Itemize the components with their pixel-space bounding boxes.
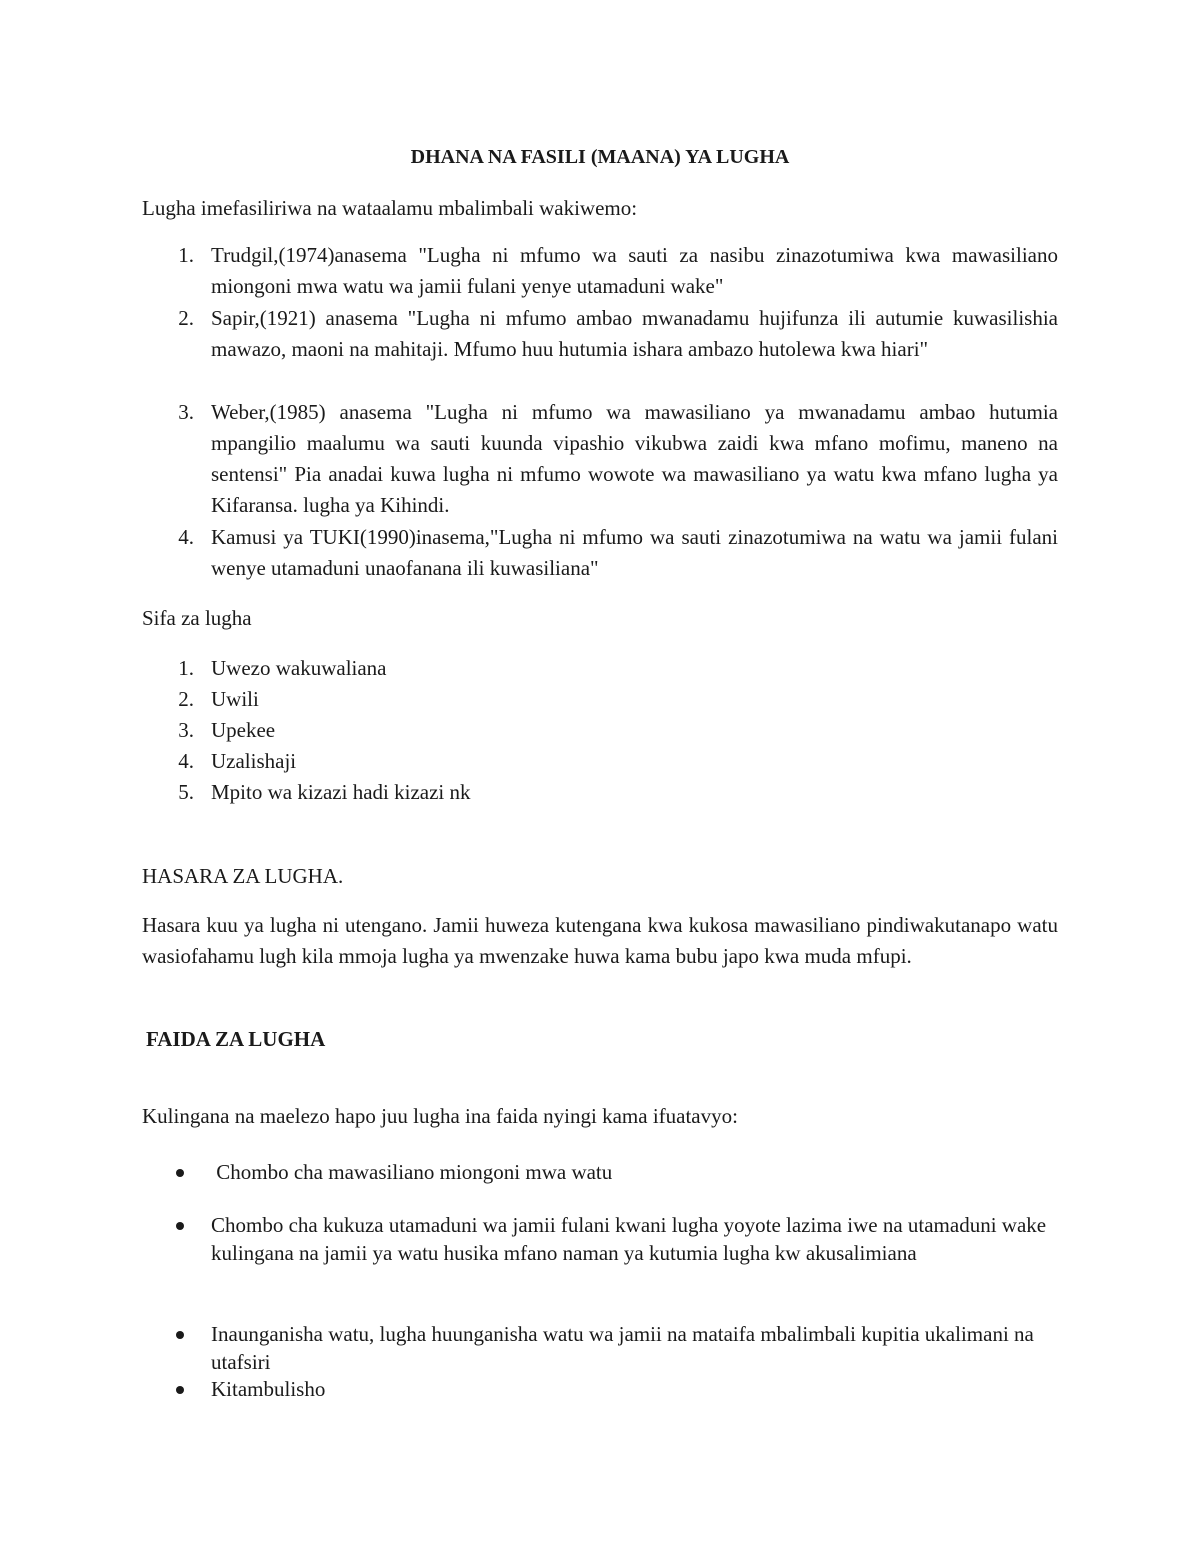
bullet-icon xyxy=(176,1169,184,1177)
faida-intro: Kulingana na maelezo hapo juu lugha ina faida nyingi kama ifuatavyo: xyxy=(142,1104,738,1128)
list-item-text: Uzalishaji xyxy=(211,749,297,773)
hasara-paragraph: Hasara kuu ya lugha ni utengano. Jamii huweza kutengana kwa kukosa mawasiliano pindiwakutanapo watu wasiofahamu lugh kila mmoja lugha ya mwenzake huwa kama bubu japo kwa muda mfupi. xyxy=(142,913,1058,968)
list-item-number: 2. xyxy=(178,306,194,330)
bullet-icon xyxy=(176,1222,184,1230)
list-item-text: Kamusi ya TUKI(1990)inasema,"Lugha ni mfumo wa sauti zinazotumiwa na watu wa jamii fulani wenye utamaduni unaofanana ili kuwasiliana" xyxy=(211,525,1058,580)
hasara-heading: HASARA ZA LUGHA. xyxy=(142,864,344,888)
list-item-number: 4. xyxy=(178,749,194,773)
list-item-text: Uwili xyxy=(211,687,259,711)
list-item-text: Weber,(1985) anasema "Lugha ni mfumo wa mawasiliano ya mwanadamu ambao hutumia mpangilio maalumu wa sauti kuunda vipashio vikubwa zaidi kwa mfano mofimu, maneno na sentensi" Pia anadai kuwa lugha ni mfumo wowote wa mawasiliano ya watu kwa mfano lugha ya Kifaransa. lugha ya Kihindi. xyxy=(211,400,1058,517)
list-item-number: 3. xyxy=(178,400,194,424)
list-item-text: Mpito wa kizazi hadi kizazi nk xyxy=(211,780,471,804)
bullet-icon xyxy=(176,1331,184,1339)
list-item-text: Chombo cha mawasiliano miongoni mwa watu xyxy=(211,1160,613,1184)
list-item-number: 4. xyxy=(178,525,194,549)
list-item-number: 5. xyxy=(178,780,194,804)
list-item-text: Sapir,(1921) anasema "Lugha ni mfumo ambao mwanadamu hujifunza ili autumie kuwasilishia mawazo, maoni na mahitaji. Mfumo huu hutumia ishara ambazo hutolewa kwa hiari" xyxy=(211,306,1058,361)
list-item-number: 2. xyxy=(178,687,194,711)
page-title: DHANA NA FASILI (MAANA) YA LUGHA xyxy=(410,146,790,168)
list-item-text: Kitambulisho xyxy=(211,1377,326,1401)
list-item-number: 1. xyxy=(178,243,194,267)
list-item-text: Uwezo wakuwaliana xyxy=(211,656,387,680)
list-item-text: Inaunganisha watu, lugha huunganisha watu wa jamii na mataifa mbalimbali kupitia ukalimani na utafsiri xyxy=(211,1322,1034,1374)
list-item-text: Upekee xyxy=(211,718,276,742)
list-item-number: 1. xyxy=(178,656,194,680)
faida-heading: FAIDA ZA LUGHA xyxy=(146,1027,326,1051)
list-item-text: Trudgil,(1974)anasema "Lugha ni mfumo wa sauti za nasibu zinazotumiwa kwa mawasiliano miongoni mwa watu wa jamii fulani yenye utamaduni wake" xyxy=(211,243,1058,298)
intro-paragraph: Lugha imefasiliriwa na wataalamu mbalimbali wakiwemo: xyxy=(142,196,638,220)
bullet-icon xyxy=(176,1386,184,1394)
list-item-text: Chombo cha kukuza utamaduni wa jamii fulani kwani lugha yoyote lazima iwe na utamaduni wake kulingana na jamii ya watu husika mfano naman ya kutumia lugha kw akusalimiana xyxy=(211,1213,1047,1265)
sifa-heading: Sifa za lugha xyxy=(142,606,252,630)
list-item-number: 3. xyxy=(178,718,194,742)
